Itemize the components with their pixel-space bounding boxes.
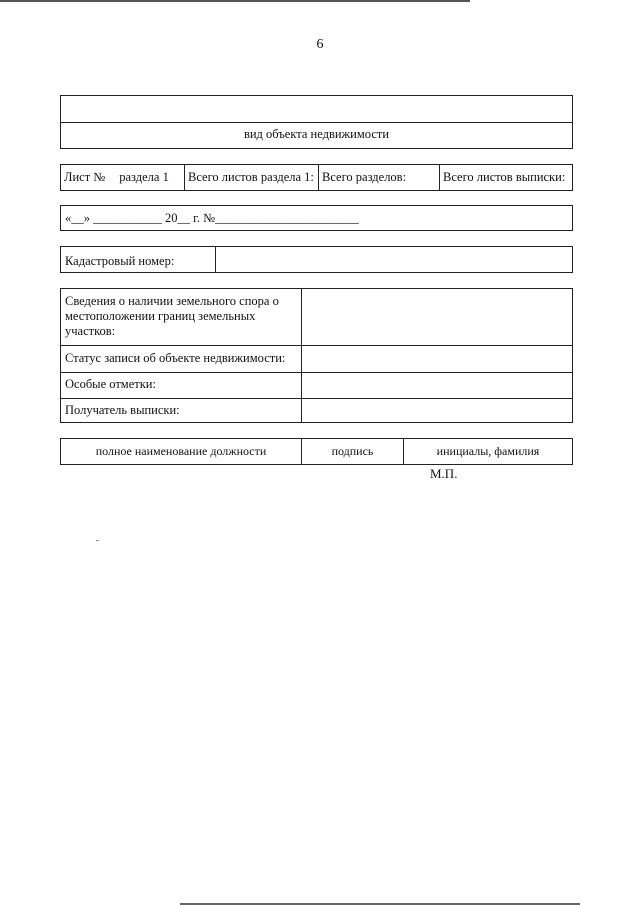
scan-speck: [96, 540, 99, 541]
position-cell: полное наименование должности: [61, 439, 302, 464]
table-row: [61, 289, 572, 346]
date-number-line: «__» ___________ 20__ г. №_______________________: [65, 211, 359, 225]
info-table: [60, 288, 573, 423]
section-label: раздела 1: [119, 170, 169, 184]
name-cell: инициалы, фамилия: [436, 444, 540, 458]
object-type-box: [60, 95, 573, 149]
sheet-info-row: [60, 164, 573, 191]
special-marks-label: Особые отметки:: [65, 377, 156, 391]
table-row: [61, 345, 572, 373]
land-dispute-label: Сведения о наличии земельного спора о местоположении границ земельных участков:: [65, 294, 279, 338]
recipient-label: Получатель выписки:: [65, 403, 180, 417]
cadastral-number-value: [216, 247, 572, 272]
date-number-box: [60, 205, 573, 231]
record-status-label: Статус записи об объекте недвижимости:: [65, 351, 286, 365]
total-sheets-section-cell: Всего листов раздела 1:: [185, 165, 319, 190]
sheet-number-cell: [61, 165, 185, 190]
total-sheets-extract-cell: Всего листов выписки:: [443, 170, 566, 184]
cadastral-number-label: Кадастровый номер:: [61, 247, 216, 272]
object-type-divider: [61, 122, 572, 123]
total-sections-cell: Всего разделов:: [319, 165, 440, 190]
scan-edge-top: [0, 0, 470, 2]
stamp-place: М.П.: [430, 466, 458, 481]
sheet-label: Лист №: [64, 170, 106, 184]
table-row: [61, 398, 572, 424]
table-row: [61, 372, 572, 399]
cadastral-number-row: [60, 246, 573, 273]
signature-cell: подпись: [302, 439, 404, 464]
object-type-caption: вид объекта недвижимости: [243, 127, 390, 141]
signature-row: [60, 438, 573, 465]
page-number: 6: [316, 37, 324, 52]
